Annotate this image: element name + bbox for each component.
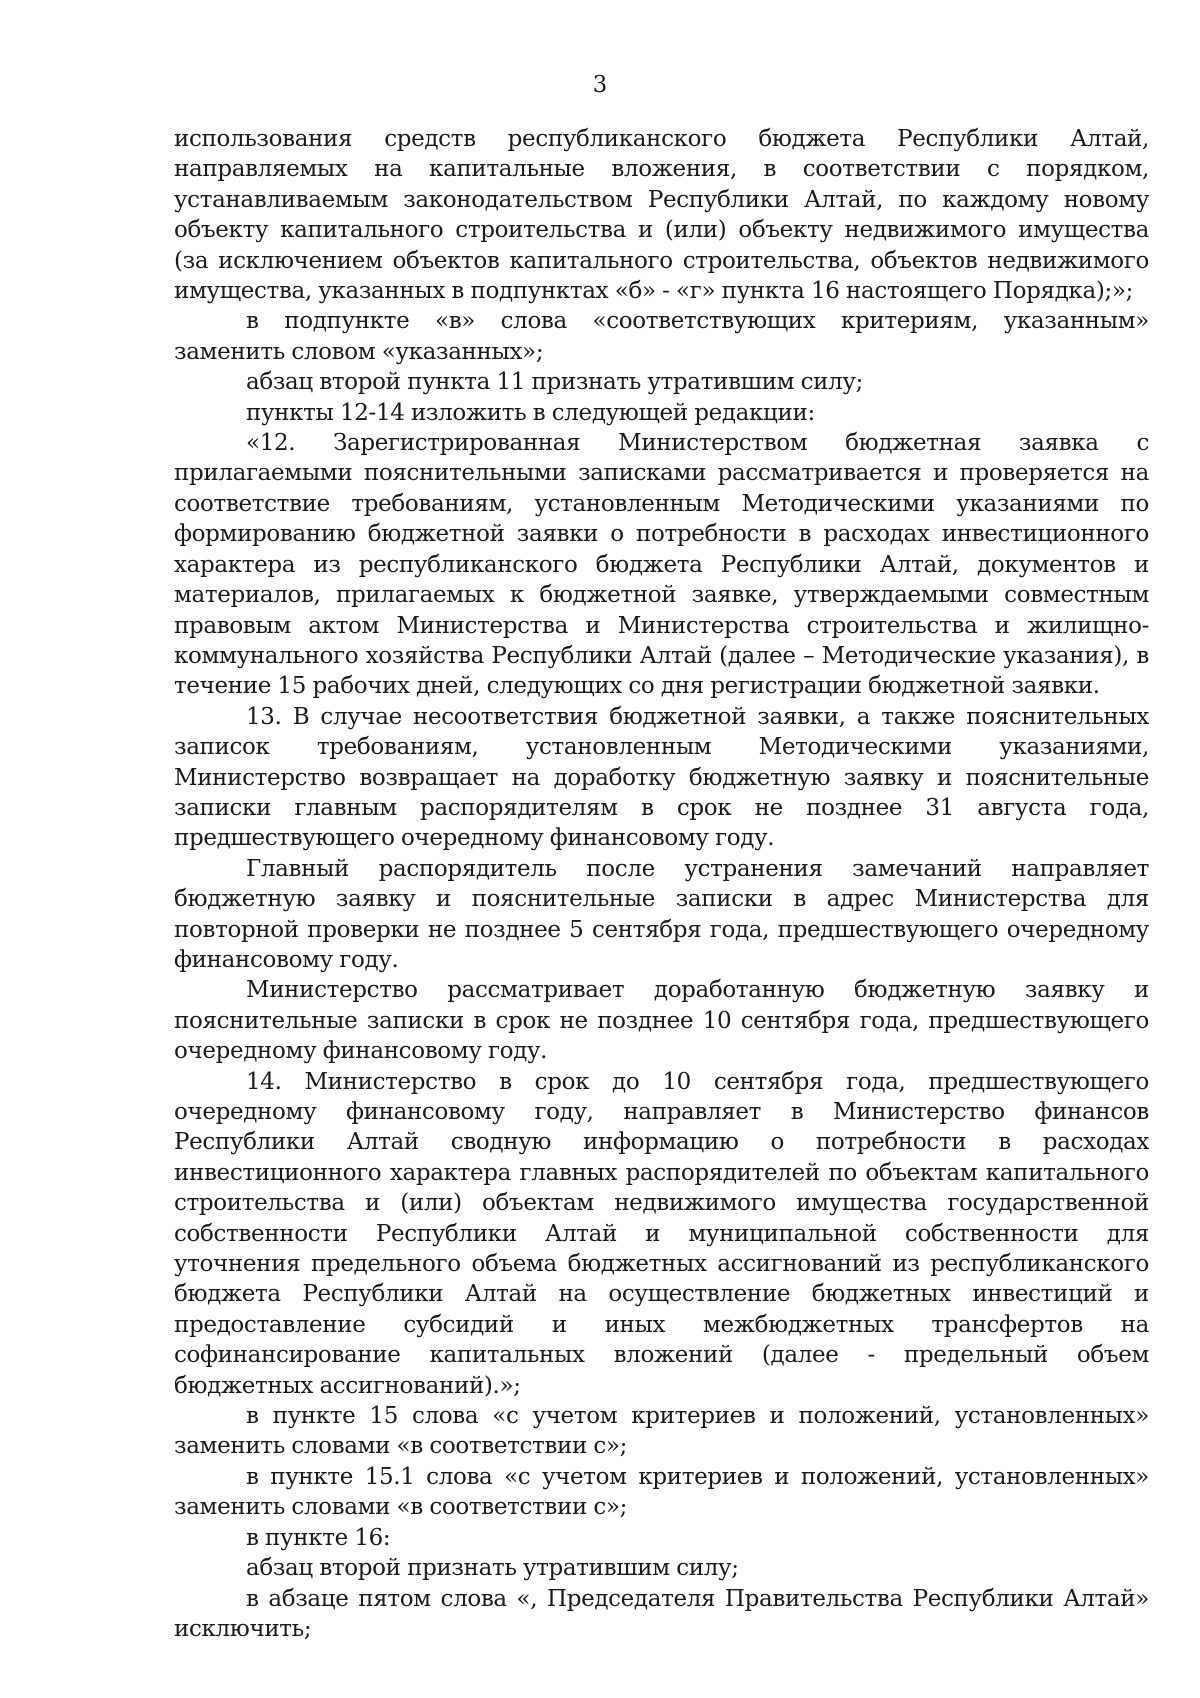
paragraph-point-14: 14. Министерство в срок до 10 сентября года, предшествующего очередному финансовому году, направляет в Министерство финансов Республики Алтай сводную информацию о потребности в расходах инвестиционного характера главных распорядителей по объектам капитального строительства и (или) объектам недвижимого имущества государственной собственности Республики Алтай и муниципальной собственности для уточнения предельного объема бюджетных ассигнований из республиканского бюджета Республики Алтай на осуществление бюджетных инвестиций и предоставление субсидий и иных межбюджетных трансфертов на софинансирование капитальных вложений (далее - предельный объем бюджетных ассигнований).»; [174,1068,1149,1399]
paragraph-continuation: использования средств республиканского бюджета Республики Алтай, направляемых на капитальные вложения, в соответствии с порядком, устанавливаемым законодательством Республики Алтай, по каждому новому объекту капитального строительства и (или) объекту недвижимого имущества (за исключением объектов капитального строительства, объектов недвижимого имущества, указанных в подпунктах «б» - «г» пункта 16 настоящего Порядка);»; [174,126,1149,305]
paragraph-ministry-review: Министерство рассматривает доработанную бюджетную заявку и пояснительные записки в срок не позднее 10 сентября года, предшествующего очередному финансовому году. [174,977,1149,1065]
paragraph-points-12-14-intro: пункты 12-14 изложить в следующей редакции: [246,399,815,426]
paragraph-point-11: абзац второй пункта 11 признать утратившим силу; [246,369,863,396]
paragraph-point-16: в пункте 16: [246,1524,391,1551]
paragraph-main-manager: Главный распорядитель после устранения замечаний направляет бюджетную заявку и пояснительные записки в адрес Министерства для повторной проверки не позднее 5 сентября года, предшествующего очередному финансовому году. [174,855,1149,973]
paragraph-point-12: «12. Зарегистрированная Министерством бюджетная заявка с прилагаемыми пояснительными записками рассматривается и проверяется на соответствие требованиям, установленным Методическими указаниями по формированию бюджетной заявки о потребности в расходах инвестиционного характера из республиканского бюджета Республики Алтай, документов и материалов, прилагаемых к бюджетной заявке, утверждаемыми совместным правовым актом Министерства и Министерства строительства и жилищно-коммунального хозяйства Республики Алтай (далее – Методические указания), в течение 15 рабочих дней, следующих со дня регистрации бюджетной заявки. [174,430,1149,700]
paragraph-point-15: в пункте 15 слова «с учетом критериев и положений, установленных» заменить словами «в соответствии с»; [174,1403,1149,1460]
page-number: 3 [592,72,608,98]
document-body [174,124,1149,1644]
paragraph-abzac-second: абзац второй признать утратившим силу; [246,1555,739,1582]
paragraph-point-15-1: в пункте 15.1 слова «с учетом критериев и положений, установленных» заменить словами «в соответствии с»; [174,1463,1149,1521]
paragraph-abzac-fifth: в абзаце пятом слова «, Председателя Правительства Республики Алтай» исключить; [174,1585,1149,1642]
paragraph-point-13: 13. В случае несоответствия бюджетной заявки, а также пояснительных записок требованиям, установленным Методическими указаниями, Министерство возвращает на доработку бюджетную заявку и пояснительные записки главным распорядителям в срок не позднее 31 августа года, предшествующего очередному финансовому году. [174,703,1149,852]
paragraph-subpoint-v: в подпункте «в» слова «соответствующих критериям, указанным» заменить словом «указанных»; [174,308,1149,365]
